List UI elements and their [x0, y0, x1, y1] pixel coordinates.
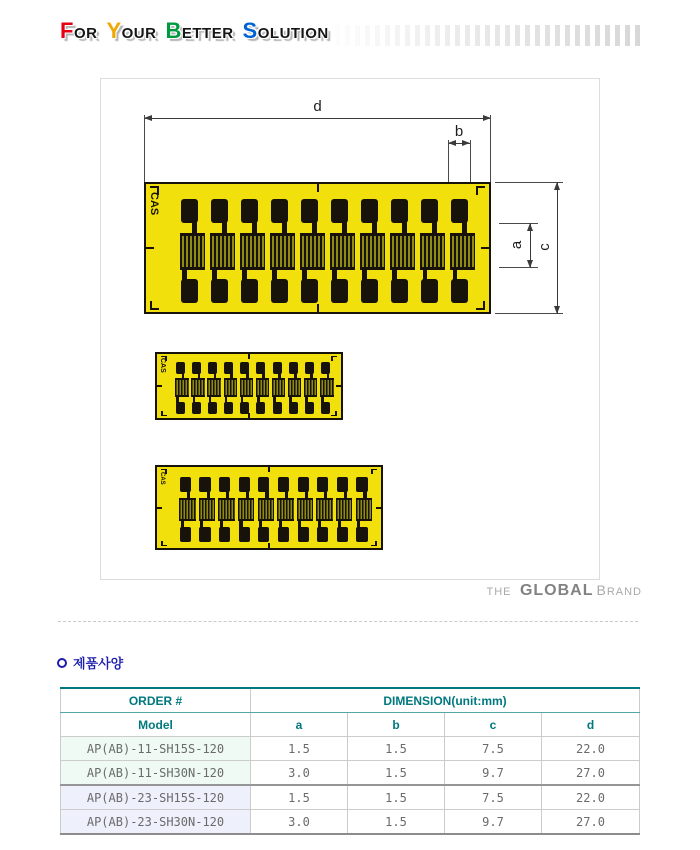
- section-header: [57, 653, 123, 672]
- brand-tagline: [486, 582, 642, 600]
- title-word-rest: ETTER: [181, 25, 234, 42]
- extension-line: [495, 313, 563, 314]
- alignment-tick-left: [157, 507, 162, 509]
- solder-pad-bottom: [356, 527, 367, 542]
- model-cell: AP(AB)-11-SH30N-120: [61, 761, 251, 786]
- corner-mark-tl: [161, 356, 167, 361]
- solder-pad-bottom: [199, 527, 210, 542]
- dimension-line-c: [557, 182, 558, 314]
- alignment-tick-top: [317, 184, 319, 192]
- solder-pad-bottom: [241, 279, 258, 303]
- spec-row: [61, 761, 640, 786]
- solder-pad-bottom: [258, 527, 269, 542]
- gauge-unit: [390, 199, 418, 303]
- value-cell-b: 1.5: [348, 737, 445, 761]
- measuring-grid: [316, 498, 332, 522]
- cas-logo: CAS: [159, 357, 166, 373]
- dimension-label-c: c: [536, 243, 553, 251]
- page-title: [60, 18, 338, 44]
- title-word-initial: Y: [106, 18, 122, 43]
- measuring-grid: [330, 233, 355, 270]
- title-word: [60, 18, 98, 43]
- title-word: [165, 18, 234, 43]
- solder-pad-bottom: [256, 402, 265, 414]
- measuring-grid: [277, 498, 293, 522]
- title-word-rest: OLUTION: [257, 25, 329, 42]
- extension-line: [448, 140, 449, 182]
- value-cell-d: 27.0: [542, 761, 640, 786]
- dimension-label-d: d: [313, 98, 322, 115]
- col-header-a: a: [251, 713, 348, 737]
- col-header-d: d: [542, 713, 640, 737]
- measuring-grid: [420, 233, 445, 270]
- model-cell: AP(AB)-23-SH15S-120: [61, 785, 251, 810]
- gauge-unit: [257, 477, 276, 543]
- gauge-unit: [336, 477, 355, 543]
- model-cell: AP(AB)-23-SH30N-120: [61, 810, 251, 835]
- value-cell-b: 1.5: [348, 810, 445, 835]
- corner-mark-tl: [161, 469, 167, 474]
- col-header-c: c: [445, 713, 542, 737]
- measuring-grid: [270, 233, 295, 270]
- title-word: [242, 18, 329, 43]
- gauge-unit: [304, 362, 319, 414]
- dimension-line-b: [448, 143, 470, 144]
- gauge-unit: [272, 362, 287, 414]
- measuring-grid: [356, 498, 372, 522]
- corner-mark-bl: [161, 411, 167, 416]
- extension-line: [490, 115, 491, 182]
- gauge-unit: [223, 362, 238, 414]
- col-header-b: b: [348, 713, 445, 737]
- gauge-row: [179, 199, 479, 303]
- order-header: ORDER #: [61, 688, 251, 713]
- measuring-grid: [238, 498, 254, 522]
- brand-rest: RAND: [606, 586, 642, 598]
- title-word-initial: F: [60, 18, 74, 43]
- gauge-unit: [179, 477, 198, 543]
- gauge-unit: [239, 362, 254, 414]
- solder-pad-bottom: [239, 527, 250, 542]
- value-cell-a: 1.5: [251, 737, 348, 761]
- gauge-unit: [355, 477, 374, 543]
- solder-pad-bottom: [192, 402, 201, 414]
- measuring-grid: [179, 498, 195, 522]
- solder-pad-bottom: [337, 527, 348, 542]
- gauge-unit: [198, 477, 217, 543]
- gauge-unit: [277, 477, 296, 543]
- spec-row: [61, 737, 640, 761]
- spec-table: [60, 687, 640, 835]
- gauge-unit: [360, 199, 388, 303]
- solder-pad-bottom: [451, 279, 468, 303]
- alignment-tick-bottom: [248, 413, 250, 418]
- value-cell-b: 1.5: [348, 785, 445, 810]
- solder-pad-bottom: [208, 402, 217, 414]
- gauge-unit: [420, 199, 448, 303]
- gauge-unit: [316, 477, 335, 543]
- solder-pad-bottom: [321, 402, 330, 414]
- measuring-grid: [320, 378, 333, 397]
- solder-pad-bottom: [211, 279, 228, 303]
- corner-mark-tr: [371, 469, 377, 474]
- measuring-grid: [240, 233, 265, 270]
- gauge-row: [174, 362, 335, 414]
- solder-pad-bottom: [305, 402, 314, 414]
- solder-pad-bottom: [391, 279, 408, 303]
- gauge-unit: [288, 362, 303, 414]
- strain-gauge-strip-medium: [155, 352, 343, 420]
- measuring-grid: [304, 378, 317, 397]
- measuring-grid: [390, 233, 415, 270]
- dashed-divider: [58, 621, 638, 622]
- solder-pad-bottom: [180, 527, 191, 542]
- spec-row: [61, 785, 640, 810]
- alignment-tick-top: [268, 467, 270, 472]
- gauge-unit: [210, 199, 238, 303]
- solder-pad-bottom: [289, 402, 298, 414]
- measuring-grid: [258, 498, 274, 522]
- measuring-grid: [175, 378, 188, 397]
- solder-pad-bottom: [224, 402, 233, 414]
- alignment-tick-top: [248, 354, 250, 359]
- dimension-label-b: b: [454, 123, 464, 140]
- extension-line: [470, 140, 471, 182]
- dimension-label-a: a: [508, 240, 525, 250]
- alignment-tick-left: [146, 247, 154, 249]
- value-cell-c: 7.5: [445, 737, 542, 761]
- alignment-tick-right: [481, 247, 489, 249]
- model-header: Model: [61, 713, 251, 737]
- measuring-grid: [207, 378, 220, 397]
- gauge-unit: [300, 199, 328, 303]
- brand-initial: B: [596, 582, 607, 598]
- gauge-unit: [270, 199, 298, 303]
- gauge-unit: [191, 362, 206, 414]
- alignment-tick-left: [157, 385, 162, 387]
- bullet-circle-icon: [57, 658, 67, 668]
- extension-line: [495, 182, 563, 183]
- title-word: [106, 18, 157, 43]
- measuring-grid: [224, 378, 237, 397]
- value-cell-c: 9.7: [445, 810, 542, 835]
- corner-mark-tl: [150, 186, 159, 195]
- measuring-grid: [210, 233, 235, 270]
- solder-pad-bottom: [181, 279, 198, 303]
- title-word-initial: S: [242, 18, 258, 43]
- corner-mark-bl: [150, 301, 159, 310]
- gauge-row: [178, 477, 374, 543]
- gauge-unit: [240, 199, 268, 303]
- dimension-line-d: [144, 118, 491, 119]
- extension-line: [144, 115, 145, 182]
- gauge-unit: [175, 362, 190, 414]
- corner-mark-tr: [476, 186, 485, 195]
- solder-pad-bottom: [273, 402, 282, 414]
- value-cell-d: 27.0: [542, 810, 640, 835]
- spec-row: [61, 810, 640, 835]
- gauge-unit: [296, 477, 315, 543]
- value-cell-d: 22.0: [542, 737, 640, 761]
- section-title: 제품사양: [73, 656, 124, 671]
- measuring-grid: [450, 233, 475, 270]
- measuring-grid: [199, 498, 215, 522]
- table-header-row-1: [61, 688, 640, 713]
- title-word-initial: B: [165, 18, 182, 43]
- measuring-grid: [218, 498, 234, 522]
- gauge-unit: [330, 199, 358, 303]
- value-cell-b: 1.5: [348, 761, 445, 786]
- measuring-grid: [336, 498, 352, 522]
- gauge-unit: [180, 199, 208, 303]
- alignment-tick-bottom: [268, 543, 270, 548]
- value-cell-a: 3.0: [251, 761, 348, 786]
- measuring-grid: [360, 233, 385, 270]
- alignment-tick-right: [336, 385, 341, 387]
- title-word-rest: OUR: [121, 25, 157, 42]
- cas-logo: CAS: [159, 471, 165, 485]
- measuring-grid: [180, 233, 205, 270]
- model-cell: AP(AB)-11-SH15S-120: [61, 737, 251, 761]
- dimension-header: DIMENSION(unit:mm): [251, 688, 640, 713]
- solder-pad-bottom: [298, 527, 309, 542]
- gauge-unit: [320, 362, 335, 414]
- alignment-tick-right: [376, 507, 381, 509]
- measuring-grid: [191, 378, 204, 397]
- measuring-grid: [272, 378, 285, 397]
- value-cell-c: 9.7: [445, 761, 542, 786]
- strain-gauge-strip-large: [144, 182, 491, 314]
- gauge-unit: [450, 199, 478, 303]
- solder-pad-bottom: [240, 402, 249, 414]
- measuring-grid: [288, 378, 301, 397]
- solder-pad-bottom: [301, 279, 318, 303]
- value-cell-c: 7.5: [445, 785, 542, 810]
- measuring-grid: [240, 378, 253, 397]
- corner-mark-tr: [331, 356, 337, 361]
- gauge-unit: [238, 477, 257, 543]
- table-header-row-2: [61, 713, 640, 737]
- dimension-line-a: [530, 223, 531, 268]
- measuring-grid: [256, 378, 269, 397]
- solder-pad-bottom: [271, 279, 288, 303]
- alignment-tick-bottom: [317, 304, 319, 312]
- brand-the: THE: [486, 586, 512, 598]
- solder-pad-bottom: [176, 402, 185, 414]
- value-cell-a: 3.0: [251, 810, 348, 835]
- solder-pad-bottom: [317, 527, 328, 542]
- title-word-rest: OR: [73, 25, 98, 42]
- solder-pad-bottom: [331, 279, 348, 303]
- gauge-unit: [207, 362, 222, 414]
- value-cell-d: 22.0: [542, 785, 640, 810]
- cas-logo: CAS: [148, 191, 160, 215]
- gauge-unit: [256, 362, 271, 414]
- solder-pad-bottom: [361, 279, 378, 303]
- value-cell-a: 1.5: [251, 785, 348, 810]
- diagram-panel: [100, 78, 600, 580]
- strain-gauge-strip-third: [155, 465, 383, 550]
- solder-pad-bottom: [421, 279, 438, 303]
- brand-global: GLOBAL: [519, 582, 594, 599]
- corner-mark-bl: [161, 541, 167, 546]
- gauge-unit: [218, 477, 237, 543]
- solder-pad-bottom: [278, 527, 289, 542]
- header-stripe-decoration: [335, 25, 643, 46]
- measuring-grid: [300, 233, 325, 270]
- solder-pad-bottom: [219, 527, 230, 542]
- measuring-grid: [297, 498, 313, 522]
- spec-table-body: [61, 737, 640, 835]
